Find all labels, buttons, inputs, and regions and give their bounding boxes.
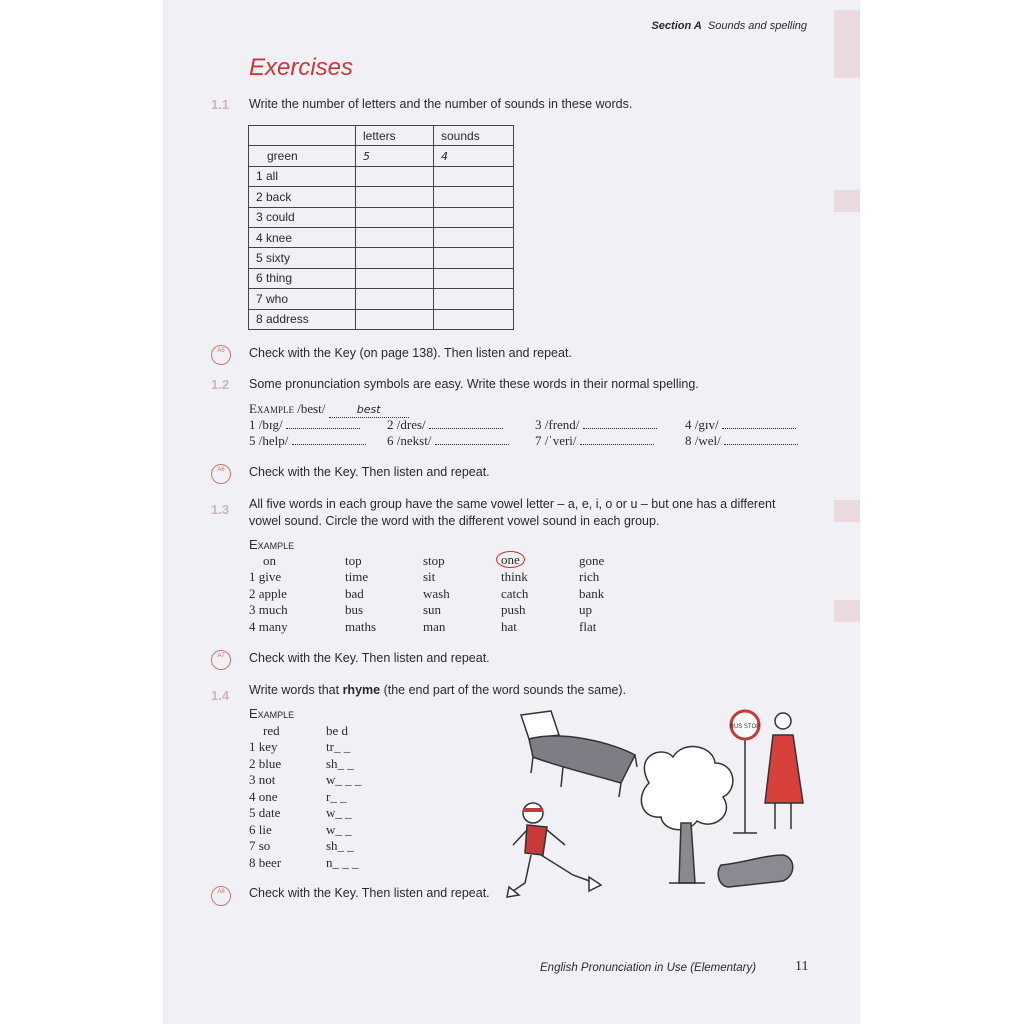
exercise-instruction: All five words in each group have the same vowel letter – a, e, i, o or u – but one has a different	[249, 497, 776, 511]
bed-icon	[521, 711, 637, 797]
phonetic-item: 2 /dres/	[387, 417, 426, 432]
column-header-letters: letters	[356, 126, 434, 146]
vowel-word[interactable]: maths	[345, 619, 377, 634]
answer-field[interactable]	[580, 433, 654, 445]
rhyme-word: 3 not	[249, 772, 276, 787]
vowel-word[interactable]: 2 apple	[249, 586, 287, 601]
exercise-instruction: Write words that rhyme (the end part of the word sounds the same).	[249, 683, 627, 697]
table-row	[249, 146, 514, 166]
sounds-cell[interactable]	[434, 289, 514, 309]
sounds-cell[interactable]	[434, 248, 514, 268]
table-row	[249, 268, 514, 288]
exercise-instruction: Some pronunciation symbols are easy. Write these words in their normal spelling.	[249, 377, 699, 391]
rhyme-word: 7 so	[249, 838, 271, 853]
example-answer: be d	[326, 723, 349, 738]
vowel-word[interactable]: think	[501, 569, 528, 584]
book-page	[163, 0, 860, 1024]
vowel-word[interactable]: flat	[579, 619, 597, 634]
rhyme-blank[interactable]: tr_ _	[326, 739, 351, 754]
table-row	[249, 187, 514, 207]
table-row	[249, 207, 514, 227]
rhyme-word: 8 beer	[249, 855, 282, 870]
rhyme-blank[interactable]: sh_ _	[326, 756, 354, 771]
letters-cell[interactable]	[356, 289, 434, 309]
answer-field[interactable]	[583, 417, 657, 429]
table-row	[249, 309, 514, 329]
page-title: Exercises	[249, 54, 354, 81]
exercise-instruction: vowel sound. Circle the word with the different vowel sound in each group.	[249, 514, 660, 528]
rhyme-illustration	[503, 705, 813, 920]
rhyme-blank[interactable]: r_ _	[326, 789, 347, 804]
table-row	[249, 227, 514, 247]
example-circled-word: one	[496, 552, 525, 568]
bus-stop-sign: BUS STOP	[729, 724, 761, 730]
tree-icon	[641, 747, 733, 883]
sounds-cell[interactable]	[434, 268, 514, 288]
rhyme-blank[interactable]: w_ _	[326, 822, 352, 837]
row-word: 5 sixty	[249, 248, 356, 268]
letters-cell[interactable]	[356, 166, 434, 186]
vowel-word[interactable]: rich	[579, 569, 600, 584]
audio-track-icon[interactable]: A5	[211, 345, 231, 365]
example-letters: 5	[356, 146, 434, 166]
vowel-word[interactable]: bad	[345, 586, 364, 601]
vowel-word[interactable]: 4 many	[249, 619, 288, 634]
phonetic-item: 8 /wel/	[685, 433, 721, 448]
phonetic-item: 7 /ˈveri/	[535, 433, 577, 448]
vowel-word[interactable]: man	[423, 619, 446, 634]
vowel-word[interactable]: 1 give	[249, 569, 282, 584]
letters-cell[interactable]	[356, 187, 434, 207]
row-word: 6 thing	[249, 268, 356, 288]
sounds-cell[interactable]	[434, 207, 514, 227]
letters-cell[interactable]	[356, 207, 434, 227]
vowel-word[interactable]: hat	[501, 619, 517, 634]
example-answer: best	[356, 403, 381, 416]
table-row	[249, 166, 514, 186]
example-word: top	[345, 553, 362, 568]
show-through-tab	[834, 500, 860, 522]
rhyme-blank[interactable]: w_ _	[326, 805, 352, 820]
phonetic-item: 3 /frend/	[535, 417, 580, 432]
show-through-tab	[834, 600, 860, 622]
table-row	[249, 289, 514, 309]
answer-field[interactable]	[292, 433, 366, 445]
rhyme-blank[interactable]: sh_ _	[326, 838, 354, 853]
rhyme-word: 2 blue	[249, 756, 282, 771]
row-word: 4 knee	[249, 227, 356, 247]
letters-cell[interactable]	[356, 248, 434, 268]
sounds-cell[interactable]	[434, 309, 514, 329]
row-word: 7 who	[249, 289, 356, 309]
audio-track-icon[interactable]: A8	[211, 886, 231, 906]
table-row	[249, 248, 514, 268]
vowel-word[interactable]: 3 much	[249, 602, 288, 617]
phonetic-item: 1 /bɪg/	[249, 417, 283, 432]
vowel-word[interactable]: up	[579, 602, 592, 617]
vowel-word[interactable]: sun	[423, 602, 442, 617]
letters-cell[interactable]	[356, 268, 434, 288]
example-word: stop	[423, 553, 445, 568]
example-label: Example	[249, 401, 294, 416]
exercise-instruction: Write the number of letters and the number of sounds in these words.	[249, 97, 633, 111]
audio-track-icon[interactable]: A6	[211, 464, 231, 484]
exercise-number: 1.1	[211, 97, 230, 112]
phonetic-item: 5 /help/	[249, 433, 289, 448]
answer-field[interactable]	[429, 417, 503, 429]
row-word: 8 address	[249, 309, 356, 329]
rhyme-blank[interactable]: n_ _ _	[326, 855, 359, 870]
answer-field[interactable]	[724, 433, 798, 445]
show-through-tab	[834, 10, 860, 78]
answer-field[interactable]	[286, 417, 360, 429]
check-instruction: Check with the Key. Then listen and repeat.	[249, 651, 490, 665]
show-through-tab	[834, 190, 860, 212]
example-symbol: /best/	[297, 401, 326, 416]
letters-cell[interactable]	[356, 309, 434, 329]
vowel-word[interactable]: push	[501, 602, 526, 617]
vowel-word[interactable]: catch	[501, 586, 529, 601]
letters-sounds-table	[248, 125, 514, 330]
example-label: Example	[249, 537, 295, 552]
check-instruction: Check with the Key. Then listen and repeat.	[249, 465, 490, 479]
column-header-sounds: sounds	[434, 126, 514, 146]
shoe-icon	[718, 855, 793, 887]
vowel-word[interactable]: bus	[345, 602, 364, 617]
example-word: green	[249, 146, 356, 166]
rhyme-word: 4 one	[249, 789, 278, 804]
row-word: 3 could	[249, 207, 356, 227]
rhyme-word: 6 lie	[249, 822, 272, 837]
rhyme-word: 5 date	[249, 805, 281, 820]
example-label: Example	[249, 706, 295, 721]
example-line	[249, 401, 409, 418]
vowel-word[interactable]: time	[345, 569, 369, 584]
example-answer-line	[329, 401, 409, 418]
vowel-word[interactable]: wash	[423, 586, 450, 601]
page-number: 11	[795, 959, 809, 974]
row-word: 1 all	[249, 166, 356, 186]
sounds-cell[interactable]	[434, 227, 514, 247]
section-header: Section A Sounds and spelling	[651, 20, 807, 32]
jogger-icon	[507, 803, 601, 897]
check-instruction: Check with the Key (on page 138). Then listen and repeat.	[249, 346, 572, 360]
example-word: red	[263, 723, 280, 738]
rhyme-word: 1 key	[249, 739, 278, 754]
example-sounds: 4	[434, 146, 514, 166]
example-word: on	[263, 553, 276, 568]
row-word: 2 back	[249, 187, 356, 207]
vowel-word[interactable]: bank	[579, 586, 605, 601]
book-title-footer: English Pronunciation in Use (Elementary)	[540, 962, 757, 974]
phonetic-item: 6 /nekst/	[387, 433, 432, 448]
sounds-cell[interactable]	[434, 187, 514, 207]
letters-cell[interactable]	[356, 227, 434, 247]
check-instruction: Check with the Key. Then listen and repeat.	[249, 886, 490, 900]
exercise-number: 1.3	[211, 502, 230, 517]
table-header-row	[249, 126, 514, 146]
vowel-word[interactable]: sit	[423, 569, 436, 584]
exercise-number: 1.2	[211, 377, 230, 392]
answer-field[interactable]	[435, 433, 509, 445]
sounds-cell[interactable]	[434, 166, 514, 186]
audio-track-icon[interactable]: A7	[211, 650, 231, 670]
woman-icon	[765, 713, 803, 829]
exercise-number: 1.4	[211, 688, 230, 703]
example-word: gone	[579, 553, 605, 568]
phonetic-item: 4 /gɪv/	[685, 417, 719, 432]
rhyme-blank[interactable]: w_ _ _	[326, 772, 362, 787]
answer-field[interactable]	[722, 417, 796, 429]
